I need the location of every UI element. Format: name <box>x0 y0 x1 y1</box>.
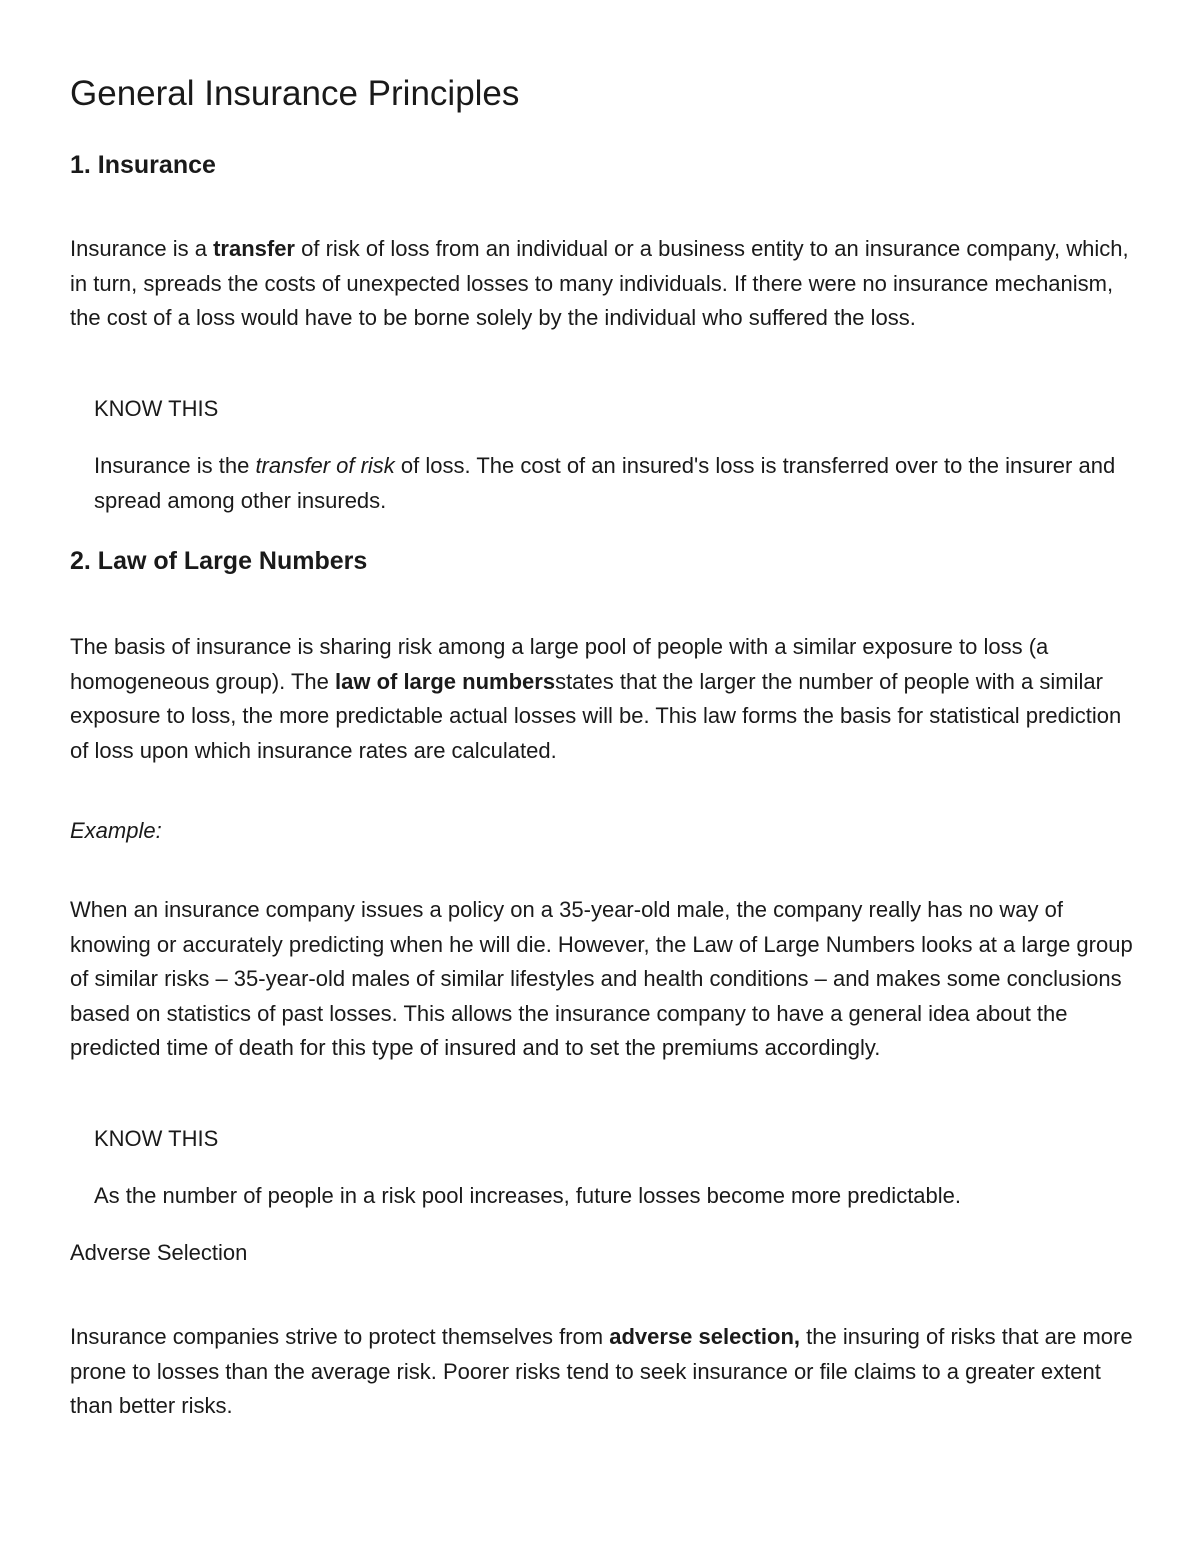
text-run: The basis of insurance is sharing risk among a large pool of people with a similar exposure to loss (a homogeneous group). The <box>70 634 1049 694</box>
paragraph-law-of-large-numbers <box>70 630 1140 768</box>
section-heading-insurance: 1. Insurance <box>70 151 216 179</box>
text-run: Insurance is a <box>70 236 214 261</box>
text-run: Insurance companies strive to protect themselves from <box>70 1324 610 1349</box>
text-run: states that the larger the number of people with a similar exposure to loss, the more predictable actual losses will be. This law forms the basis for statistical prediction of loss upon which insurance rates are calculated. <box>70 668 1122 763</box>
text-run: Insurance is the <box>94 453 256 478</box>
know-this-label: KNOW THIS <box>94 396 219 421</box>
section-heading-adverse-selection: Adverse Selection <box>70 1240 248 1265</box>
paragraph-example: When an insurance company issues a policy on a 35-year-old male, the company really has no way of knowing or accurately predicting when he will die. However, the Law of Large Numbers looks at a large group of similar risks – 35-year-old males of similar lifestyles and health conditions – and makes some conclusions based on statistics of past losses. This allows the insurance company to have a general idea about the predicted time of death for this type of insured and to set the premiums accordingly. <box>70 897 1133 1060</box>
know-this-insurance-note <box>94 449 1134 518</box>
section-heading-law-of-large-numbers: 2. Law of Large Numbers <box>70 547 368 575</box>
bold-term-law-of-large-numbers: law of large numbers <box>335 668 556 694</box>
example-label-text: Example: <box>70 818 162 843</box>
know-this-label: KNOW THIS <box>94 1126 219 1151</box>
italic-term-transfer-of-risk: transfer of risk <box>255 453 395 478</box>
text-run: of loss. The cost of an insured's loss is transferred over to the insurer and spread among other insureds. <box>94 453 1116 513</box>
text-run: the insuring of risks that are more prone to losses than the average risk. Poorer risks tend to seek insurance or file claims to a greater extent than better risks. <box>70 1324 1133 1418</box>
paragraph-insurance-definition <box>70 232 1140 336</box>
example-label <box>70 816 1140 846</box>
know-this-risk-pool-note: As the number of people in a risk pool increases, future losses become more predictable. <box>94 1183 962 1208</box>
text-run: of risk of loss from an individual or a business entity to an insurance company, which, in turn, spreads the costs of unexpected losses to many individuals. If there were no insurance mechanism, the cost of a loss would have to be borne solely by the individual who suffered the loss. <box>70 236 1129 330</box>
paragraph-adverse-selection <box>70 1320 1140 1424</box>
bold-term-adverse-selection: adverse selection, <box>609 1324 801 1349</box>
bold-term-transfer: transfer <box>213 236 295 261</box>
page-title: General Insurance Principles <box>70 74 520 113</box>
